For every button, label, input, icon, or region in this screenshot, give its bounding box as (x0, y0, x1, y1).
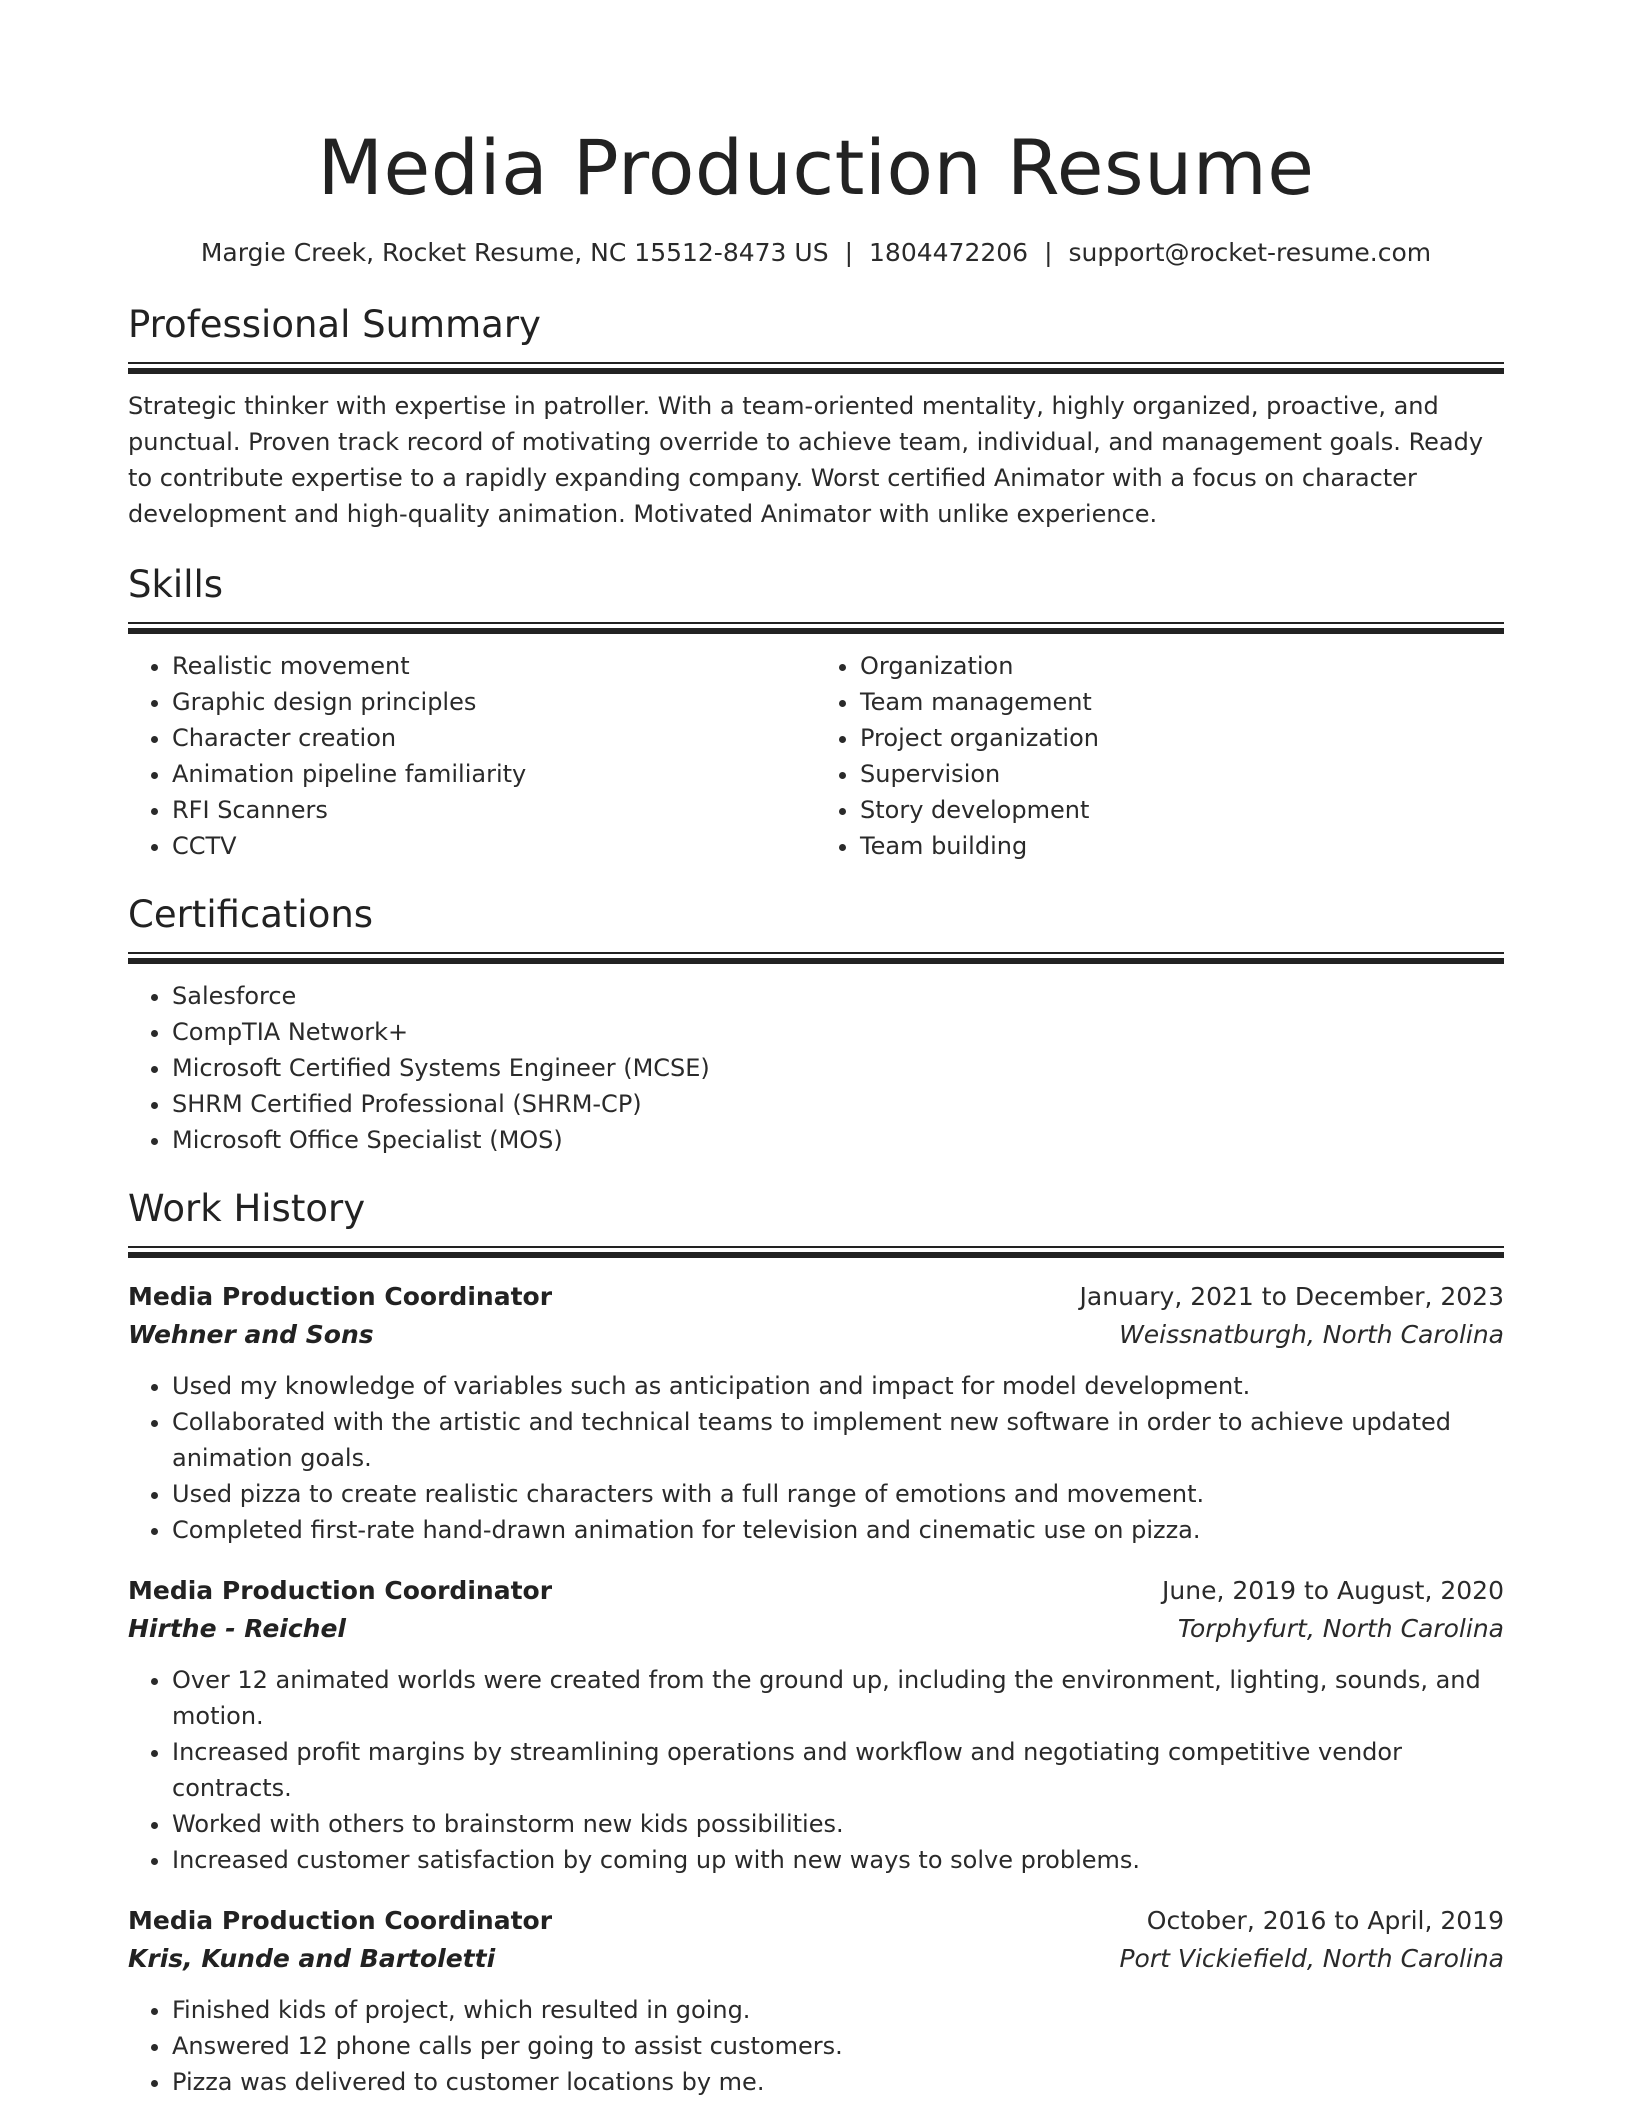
job-entry (128, 1278, 1504, 1548)
skill-item: • Team management (860, 684, 1504, 720)
job-header-row (128, 1278, 1504, 1316)
work-history-heading: Work History (128, 1187, 366, 1230)
skill-item: • Animation pipeline familiarity (172, 756, 816, 792)
job-dates: October, 2016 to April, 2019 (1146, 1906, 1504, 1935)
skills-list-right (816, 648, 1504, 864)
skill-item: • Team building (860, 828, 1504, 864)
job-bullet: • Completed first-rate hand-drawn animation for television and cinematic use on pizza. (172, 1512, 1504, 1548)
job-entry (128, 1572, 1504, 1878)
summary-heading: Professional Summary (128, 303, 541, 346)
resume-page (128, 0, 1504, 2100)
certifications-section (128, 892, 1504, 1158)
job-company-row (128, 1940, 1504, 1978)
certifications-list (128, 978, 1504, 1158)
work-history-section (128, 1186, 1504, 2100)
job-company: Hirthe - Reichel (128, 1614, 346, 1643)
job-bullet: • Collaborated with the artistic and technical teams to implement new software in order to achieve updated animation goals. (172, 1404, 1504, 1476)
contact-line (128, 236, 1504, 270)
page-title: Media Production Resume (317, 123, 1315, 212)
skill-item: • RFI Scanners (172, 792, 816, 828)
job-title: Media Production Coordinator (128, 1282, 553, 1311)
certification-item: • CompTIA Network+ (172, 1014, 1504, 1050)
skill-item: • Story development (860, 792, 1504, 828)
job-bullets (128, 1368, 1504, 1548)
job-header-row (128, 1572, 1504, 1610)
skills-section (128, 562, 1504, 864)
job-dates: January, 2021 to December, 2023 (1079, 1282, 1504, 1311)
section-divider (128, 622, 1504, 634)
job-bullet: • Used pizza to create realistic characters with a full range of emotions and movement. (172, 1476, 1504, 1512)
job-header-row (128, 1902, 1504, 1940)
contact-separator: | (844, 238, 854, 267)
job-company-row (128, 1610, 1504, 1648)
job-bullet: • Finished kids of project, which resulted in going. (172, 1992, 1504, 2028)
summary-section (128, 302, 1504, 532)
skill-item: • Graphic design principles (172, 684, 816, 720)
skill-item: • Project organization (860, 720, 1504, 756)
contact-separator: | (1044, 238, 1053, 267)
job-title: Media Production Coordinator (128, 1576, 553, 1605)
skills-list-left (128, 648, 816, 864)
contact-address: Margie Creek, Rocket Resume, NC 15512-8473 US (200, 238, 829, 267)
skills-heading: Skills (128, 563, 224, 606)
certification-item: • SHRM Certified Professional (SHRM-CP) (172, 1086, 1504, 1122)
job-bullet: • Answered 12 phone calls per going to assist customers. (172, 2028, 1504, 2064)
job-bullets (128, 1662, 1504, 1878)
job-bullet: • Pizza was delivered to customer locations by me. (172, 2064, 1504, 2100)
job-location: Port Vickiefield, North Carolina (1119, 1944, 1504, 1973)
skills-column-right (816, 648, 1504, 864)
job-bullet: • Worked with others to brainstorm new kids possibilities. (172, 1806, 1504, 1842)
job-bullets (128, 1992, 1504, 2100)
summary-text: Strategic thinker with expertise in patroller. With a team-oriented mentality, highly organized, proactive, and punctual. Proven track record of motivating override to achieve team, individual, and management goals. Ready to contribute expertise to a rapidly expanding company. Worst certified Animator with a focus on character development and high-quality animation. Motivated Animator with unlike experience. (128, 392, 1484, 528)
contact-phone: 1804472206 (869, 238, 1029, 267)
certification-item: • Microsoft Certified Systems Engineer (MCSE) (172, 1050, 1504, 1086)
section-divider (128, 1246, 1504, 1258)
job-bullet: • Increased profit margins by streamlining operations and workflow and negotiating competitive vendor contracts. (172, 1734, 1504, 1806)
job-bullet: • Increased customer satisfaction by coming up with new ways to solve problems. (172, 1842, 1504, 1878)
skills-columns (128, 648, 1504, 864)
job-title: Media Production Coordinator (128, 1906, 553, 1935)
job-company: Kris, Kunde and Bartoletti (128, 1944, 496, 1973)
job-bullet: • Over 12 animated worlds were created from the ground up, including the environment, lighting, sounds, and motion. (172, 1662, 1504, 1734)
skill-item: • Supervision (860, 756, 1504, 792)
job-company-row (128, 1316, 1504, 1354)
skills-column-left (128, 648, 816, 864)
certification-item: • Microsoft Office Specialist (MOS) (172, 1122, 1504, 1158)
job-location: Weissnatburgh, North Carolina (1119, 1320, 1504, 1349)
skill-item: • Character creation (172, 720, 816, 756)
job-location: Torphyfurt, North Carolina (1177, 1614, 1504, 1643)
certification-item: • Salesforce (172, 978, 1504, 1014)
skill-item: • CCTV (172, 828, 816, 864)
certifications-heading: Certifications (128, 893, 374, 936)
job-bullet: • Used my knowledge of variables such as anticipation and impact for model development. (172, 1368, 1504, 1404)
job-company: Wehner and Sons (128, 1320, 374, 1349)
contact-email: support@rocket-resume.com (1068, 238, 1432, 267)
skill-item: • Realistic movement (172, 648, 816, 684)
section-divider (128, 952, 1504, 964)
job-entry (128, 1902, 1504, 2100)
job-dates: June, 2019 to August, 2020 (1162, 1576, 1504, 1605)
section-divider (128, 362, 1504, 374)
skill-item: • Organization (860, 648, 1504, 684)
